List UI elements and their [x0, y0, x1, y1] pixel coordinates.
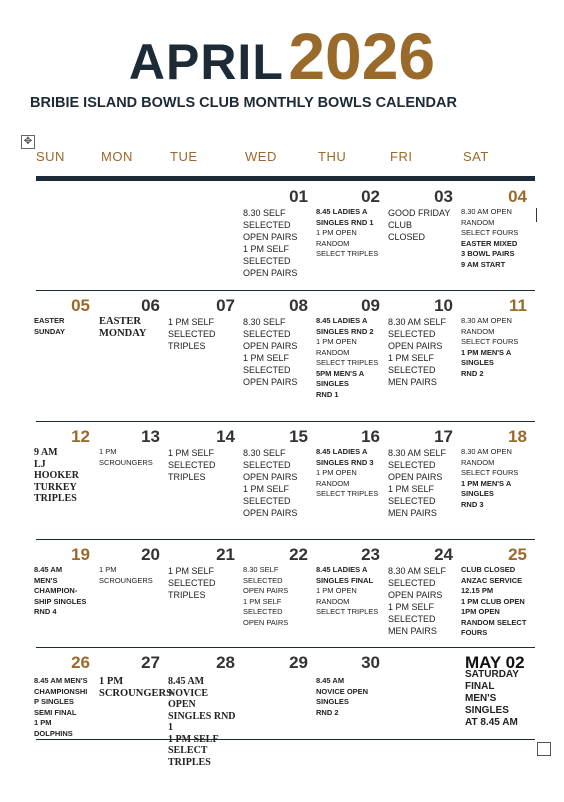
day-cell [243, 183, 314, 283]
day-header-wed: WED [245, 149, 277, 164]
text-cursor [536, 208, 537, 222]
event-line: 1 PM OPEN [316, 228, 357, 237]
event-line: RANDOM [316, 347, 350, 357]
event-line: DOLPHINS [34, 728, 73, 738]
day-cell [316, 649, 386, 749]
event-line: 8.45 AM [34, 565, 63, 574]
event-line: SELECT TRIPLES [316, 358, 379, 367]
day-cell [34, 541, 96, 641]
event-line: 8.30 SELF [243, 208, 286, 218]
day-number: 01 [289, 187, 308, 206]
event-line: OPEN PAIRS [243, 472, 298, 482]
event-text [316, 316, 382, 400]
event-text [243, 316, 310, 388]
event-line: 1 PM SELF [388, 353, 435, 363]
event-text [465, 669, 529, 729]
day-number: 21 [216, 545, 235, 564]
event-line: OPEN PAIRS [243, 586, 289, 595]
event-line: SINGLES RND 1 [316, 217, 374, 227]
event-line: EASTER [34, 316, 65, 325]
event-text [168, 676, 237, 768]
event-line: 1 PM SELF [243, 484, 290, 494]
event-line: ANZAC SERVICE [461, 575, 523, 585]
event-line: 8.45 LADIES A [316, 447, 368, 456]
day-cell [168, 541, 241, 641]
event-line: MEN'S [34, 575, 58, 585]
day-number: 04 [508, 187, 527, 206]
event-text [243, 565, 310, 628]
event-line: 8.30 AM OPEN [461, 207, 512, 216]
event-line: EASTER [99, 316, 142, 327]
event-line: 1 PM OPEN [316, 586, 357, 595]
event-text [388, 565, 455, 637]
event-line: CLOSED [388, 232, 426, 242]
day-number: 07 [216, 296, 235, 315]
event-line: SINGLES [461, 358, 494, 367]
row-divider [36, 290, 535, 291]
event-line: OPEN PAIRS [388, 472, 443, 482]
event-line: TURKEY [34, 481, 77, 493]
title-year: 2026 [288, 19, 436, 93]
event-line: 8.30 SELF [243, 448, 286, 458]
event-line: TRIPLES [168, 472, 206, 482]
event-line: SELECTED [168, 329, 216, 339]
calendar-title [0, 18, 564, 94]
event-line: 8.30 AM OPEN [461, 447, 512, 456]
event-line: RANDOM [461, 326, 495, 336]
event-text [99, 447, 162, 468]
day-cell [461, 183, 533, 283]
event-line: 1 PM SELF [168, 317, 215, 327]
event-line: 3 BOWL PAIRS [461, 249, 515, 258]
event-line: LJ [34, 458, 46, 470]
event-line: RND 3 [461, 499, 484, 509]
event-line: P SINGLES [34, 697, 74, 706]
day-number: 28 [216, 653, 235, 672]
calendar-subtitle: BRIBIE ISLAND BOWLS CLUB MONTHLY BOWLS CALENDAR [30, 95, 457, 111]
event-line: OPEN PAIRS [243, 341, 298, 351]
event-text [99, 676, 172, 700]
event-line: EASTER MIXED [461, 238, 518, 248]
day-cell [316, 292, 386, 399]
day-number: 09 [361, 296, 380, 315]
day-cell [461, 649, 533, 749]
event-line: 1 PM SELF [168, 566, 215, 576]
day-header-mon: MON [101, 149, 133, 164]
event-line: SCROUNGERS [99, 575, 153, 585]
event-text [34, 316, 92, 337]
day-cell [243, 292, 314, 392]
event-line: SCROUNGERS [99, 457, 153, 467]
day-cell [461, 423, 533, 523]
day-header-thu: THU [318, 149, 347, 164]
event-line: RANDOM [316, 596, 350, 606]
event-text [243, 207, 310, 279]
event-line: NOVICE OPEN [316, 686, 369, 696]
event-text [34, 676, 92, 739]
event-line: SATURDAY [465, 669, 519, 680]
event-line: 8.30 AM SELF [388, 448, 447, 458]
day-number: 24 [434, 545, 453, 564]
event-line: MONDAY [99, 328, 147, 339]
event-line: 1 PM SELF [168, 448, 215, 458]
event-line: 8.30 SELF [243, 317, 286, 327]
event-line: 1 PM MEN'S A [461, 478, 512, 488]
day-cell [243, 649, 314, 749]
event-line: 9 AM [34, 447, 58, 458]
event-text [461, 207, 529, 270]
day-cell [168, 423, 241, 523]
event-line: 8.30 AM SELF [388, 317, 447, 327]
day-cell [34, 183, 96, 283]
event-line: 1PM OPEN [461, 607, 500, 616]
day-number: 20 [141, 545, 160, 564]
event-line: SEMI FINAL [34, 707, 77, 717]
row-divider [36, 647, 535, 648]
day-number: 06 [141, 296, 160, 315]
event-text [168, 316, 237, 352]
day-cell [316, 183, 386, 283]
day-number: 18 [508, 427, 527, 446]
day-header-fri: FRI [390, 149, 413, 164]
day-cell [168, 292, 241, 392]
event-line: OPEN PAIRS [243, 508, 298, 518]
event-line: 1 PM OPEN [316, 337, 357, 346]
event-line: SINGLES FINAL [316, 575, 374, 585]
day-cell [243, 541, 314, 641]
day-cell [168, 183, 241, 283]
day-number: 23 [361, 545, 380, 564]
day-cell [388, 541, 459, 641]
event-text [168, 447, 237, 483]
day-header-sat: SAT [463, 149, 489, 164]
day-header-sun: SUN [36, 149, 65, 164]
event-line: SCROUNGERS [99, 688, 172, 699]
event-line: 8.30 AM OPEN [461, 316, 512, 325]
event-text [168, 565, 237, 601]
event-line: MEN PAIRS [388, 626, 437, 636]
day-cell [388, 292, 459, 392]
event-line: HOOKER [34, 470, 80, 481]
event-line: SINGLES [316, 379, 349, 388]
event-line: MEN PAIRS [388, 377, 437, 387]
event-text [388, 207, 455, 243]
row-divider [36, 539, 535, 540]
event-line: 1 PM CLUB OPEN [461, 596, 525, 606]
day-number: 26 [71, 653, 90, 672]
event-line: SELECTED [243, 496, 291, 506]
event-text [316, 447, 382, 500]
event-line: OPEN PAIRS [243, 268, 298, 278]
event-line: SINGLES RND 2 [316, 326, 374, 336]
day-number: 03 [434, 187, 453, 206]
day-cell [99, 649, 172, 749]
event-text [99, 565, 162, 586]
day-cell [34, 423, 96, 523]
event-line: SELECT FOURS [461, 468, 519, 477]
table-resize-handle[interactable] [537, 742, 551, 756]
event-line: MEN'S [465, 693, 497, 704]
day-number: 27 [141, 653, 160, 672]
event-line: SELECTED [243, 329, 291, 339]
event-line: 12.15 PM [461, 586, 494, 595]
day-cell [461, 292, 533, 392]
event-line: RND 2 [461, 368, 484, 378]
event-line: SINGLES RND 3 [316, 457, 374, 467]
event-line: SELECT [168, 745, 208, 756]
row-divider [36, 421, 535, 422]
event-text [461, 316, 529, 379]
event-line: 1 PM SELF [388, 602, 435, 612]
day-number: 17 [434, 427, 453, 446]
event-line: RND 2 [316, 707, 339, 717]
day-number: 15 [289, 427, 308, 446]
table-move-handle-icon[interactable]: ✥ [21, 135, 35, 149]
event-line: RANDOM [316, 478, 350, 488]
event-line: RANDOM [316, 238, 350, 248]
day-number: MAY 02 [465, 653, 525, 672]
event-line: SELECTED [243, 220, 291, 230]
day-cell [388, 183, 459, 283]
event-line: 8.45 LADIES A [316, 207, 368, 216]
event-line: CLUB [388, 220, 413, 230]
day-number: 08 [289, 296, 308, 315]
event-line: 1 PM SELF [243, 353, 290, 363]
day-number: 19 [71, 545, 90, 564]
event-line: SELECT FOURS [461, 337, 519, 346]
event-line: OPEN PAIRS [243, 617, 289, 627]
event-text [316, 207, 382, 260]
event-line: 1 PM [99, 565, 117, 574]
event-line: 8.45 LADIES A [316, 316, 368, 325]
event-line: SINGLES [316, 697, 349, 706]
event-line: 1 PM OPEN [316, 468, 357, 477]
day-number: 14 [216, 427, 235, 446]
day-number: 02 [361, 187, 380, 206]
event-line: SELECTED [243, 256, 291, 266]
day-number: 12 [71, 427, 90, 446]
day-cell [99, 423, 166, 523]
event-line: 1 PM SELF [243, 596, 282, 606]
day-cell [99, 292, 166, 392]
event-line: RANDOM SELECT [461, 617, 527, 627]
event-line: 9 AM START [461, 259, 506, 269]
event-line: 8.30 SELF [243, 565, 279, 574]
day-number: 29 [289, 653, 308, 672]
event-line: SELECTED [168, 460, 216, 470]
event-line: SELECT TRIPLES [316, 249, 379, 258]
event-line: SINGLES RND 1 [168, 710, 236, 733]
day-cell [34, 292, 96, 392]
day-cell [388, 649, 459, 749]
event-line: SHIP SINGLES [34, 596, 87, 606]
event-line: SUNDAY [34, 326, 65, 336]
event-line: SELECTED [388, 496, 436, 506]
event-line: 1 PM [34, 718, 52, 727]
event-line: 1 PM SELF [243, 244, 290, 254]
event-line: SELECT TRIPLES [316, 607, 379, 616]
day-cell [388, 423, 459, 523]
event-text [316, 676, 382, 718]
event-line: 8.30 AM SELF [388, 566, 447, 576]
event-text [34, 565, 92, 618]
day-cell [316, 541, 386, 641]
day-cell [168, 649, 241, 768]
event-text [34, 447, 92, 505]
event-line: TRIPLES [34, 493, 77, 504]
event-line: SELECTED [388, 365, 436, 375]
day-cell [34, 649, 96, 749]
event-line: RND 4 [34, 607, 57, 616]
event-text [388, 447, 455, 519]
day-cell [99, 541, 166, 641]
day-number: 16 [361, 427, 380, 446]
day-number: 25 [508, 545, 527, 564]
event-line: SELECT TRIPLES [316, 489, 379, 498]
event-line: SELECTED [168, 578, 216, 588]
day-cell [243, 423, 314, 523]
event-line: SELECTED [388, 460, 436, 470]
event-line: RANDOM [461, 457, 495, 467]
event-line: SELECTED [388, 578, 436, 588]
event-text [461, 565, 529, 639]
event-line: MEN PAIRS [388, 508, 437, 518]
event-line: OPEN PAIRS [243, 232, 298, 242]
event-line: 8.45 AM MEN'S [34, 676, 88, 685]
event-line: NOVICE OPEN [168, 687, 209, 710]
event-line: SELECTED [243, 607, 283, 616]
event-line: AT 8.45 AM [465, 717, 518, 728]
event-line: 8.45 AM [316, 676, 345, 685]
day-number: 05 [71, 296, 90, 315]
event-line: OPEN PAIRS [388, 590, 443, 600]
event-line: OPEN PAIRS [243, 377, 298, 387]
event-text [99, 316, 162, 340]
event-line: 1 PM SELF [168, 733, 219, 745]
event-line: FOURS [461, 628, 488, 637]
event-line: 1 PM MEN'S A [461, 347, 512, 357]
day-header-tue: TUE [170, 149, 198, 164]
event-line: SELECTED [243, 575, 283, 585]
event-line: CLUB CLOSED [461, 565, 516, 574]
day-number: 13 [141, 427, 160, 446]
event-line: 8.45 AM [168, 676, 205, 687]
event-line: 5PM MEN'S A [316, 368, 365, 378]
day-number: 10 [434, 296, 453, 315]
event-text [243, 447, 310, 519]
day-cell [461, 541, 533, 641]
event-line: OPEN PAIRS [388, 341, 443, 351]
event-line: SELECTED [243, 365, 291, 375]
header-divider [36, 176, 535, 181]
event-line: SINGLES [465, 705, 509, 716]
event-line: TRIPLES [168, 341, 206, 351]
event-text [461, 447, 529, 510]
event-line: 1 PM [99, 447, 117, 456]
day-number: 11 [509, 296, 527, 315]
event-text [388, 316, 455, 388]
event-line: 1 PM [99, 676, 124, 687]
event-line: SELECT FOURS [461, 228, 519, 237]
event-line: 8.45 LADIES A [316, 565, 368, 574]
event-line: GOOD FRIDAY [388, 208, 451, 218]
event-line: RANDOM [461, 217, 495, 227]
event-line: TRIPLES [168, 756, 211, 768]
event-line: SELECTED [388, 329, 436, 339]
title-month: APRIL [128, 34, 284, 90]
event-text [316, 565, 382, 618]
event-line: 1 PM SELF [388, 484, 435, 494]
day-number: 30 [361, 653, 380, 672]
event-line: CHAMPION- [34, 586, 78, 595]
event-line: RND 1 [316, 389, 339, 399]
day-number: 22 [289, 545, 308, 564]
day-cell [316, 423, 386, 523]
event-line: SELECTED [243, 460, 291, 470]
event-line: SINGLES [461, 489, 494, 498]
day-cell [99, 183, 166, 283]
event-line: CHAMPIONSHI [34, 686, 88, 696]
event-line: TRIPLES [168, 590, 206, 600]
event-line: FINAL [465, 681, 495, 692]
event-line: SELECTED [388, 614, 436, 624]
